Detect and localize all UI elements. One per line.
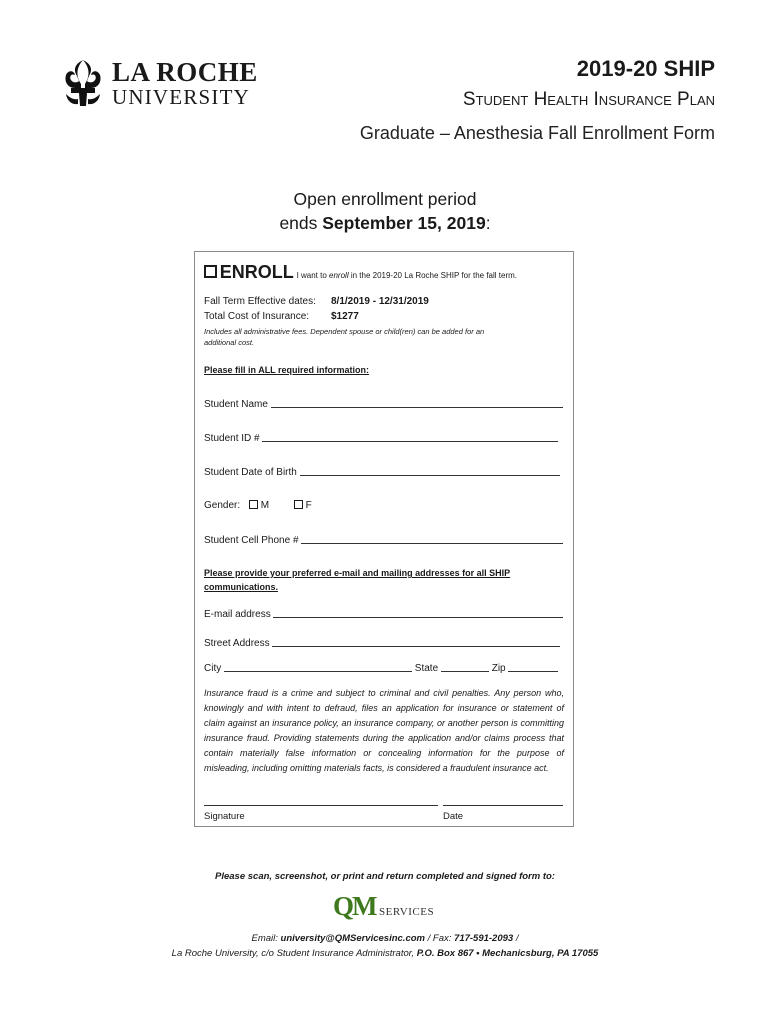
student-name-row	[204, 398, 563, 410]
zip-field[interactable]	[508, 662, 558, 672]
student-name-field[interactable]	[271, 398, 563, 408]
form-title: Graduate – Anesthesia Fall Enrollment Form	[359, 123, 715, 143]
dob-row	[204, 466, 560, 478]
date-line[interactable]	[443, 805, 563, 806]
student-id-label: Student ID #	[204, 433, 260, 444]
gender-m-label: M	[260, 500, 270, 511]
cell-row	[204, 534, 563, 546]
enroll-desc-post: in the 2019-20 La Roche SHIP for the fall term.	[348, 271, 517, 280]
logo-line-1: LA ROCHE	[112, 57, 258, 87]
signature-label: Signature	[204, 811, 245, 822]
effective-value: 8/1/2019 - 12/31/2019	[331, 296, 429, 307]
street-label: Street Address	[204, 638, 270, 649]
state-label: State	[414, 663, 439, 674]
student-id-field[interactable]	[262, 432, 558, 442]
enroll-description	[297, 271, 517, 280]
open-period-line-1: Open enrollment period	[293, 189, 477, 209]
student-id-row	[204, 432, 558, 444]
qm-services-logo	[333, 891, 443, 925]
effective-dates-row	[204, 296, 429, 307]
email-label-footer: Email:	[251, 933, 281, 944]
contact-email[interactable]: university@QMServicesinc.com	[280, 933, 425, 944]
date-label: Date	[443, 811, 464, 822]
open-period-suffix: :	[485, 213, 491, 233]
fees-note-line-2: additional cost.	[204, 338, 255, 347]
return-instructions: Please scan, screenshot, or print and return completed and signed form to:	[215, 871, 555, 882]
cost-value: $1277	[331, 311, 359, 322]
gender-f-checkbox[interactable]	[294, 500, 303, 509]
enroll-row	[204, 262, 517, 283]
required-heading: Please fill in ALL required information:	[204, 365, 370, 375]
enroll-label: ENROLL	[219, 262, 294, 282]
enroll-desc-pre: I want to	[296, 271, 330, 280]
state-field[interactable]	[441, 662, 489, 672]
dob-label: Student Date of Birth	[204, 467, 297, 478]
cell-label: Student Cell Phone #	[204, 535, 299, 546]
gender-row	[204, 500, 312, 511]
fees-note-line-1: Includes all administrative fees. Dependent spouse or child(ren) can be added for an	[204, 327, 485, 336]
email-label: E-mail address	[204, 609, 271, 620]
cost-row	[204, 311, 359, 322]
plan-title: Student Health Insurance Plan	[462, 89, 715, 110]
address-heading	[204, 566, 510, 594]
city-label: City	[204, 663, 222, 674]
gender-label: Gender:	[204, 500, 241, 511]
enrollment-form	[194, 251, 574, 827]
qm-logo-sub: SERVICES	[379, 906, 435, 918]
gender-f-label: F	[305, 500, 312, 511]
fleur-de-lis-icon	[62, 58, 104, 108]
qm-logo-text: QM	[333, 891, 376, 921]
signature-line[interactable]	[204, 805, 438, 806]
gender-m-checkbox[interactable]	[249, 500, 258, 509]
logo-line-2: UNIVERSITY	[112, 85, 250, 109]
open-period-prefix: ends	[279, 213, 323, 233]
po-box-address: P.O. Box 867 • Mechanicsburg, PA 17055	[416, 948, 599, 959]
email-field[interactable]	[273, 608, 563, 618]
open-enrollment-notice	[0, 187, 770, 235]
zip-label: Zip	[491, 663, 506, 674]
ship-title: 2019-20 SHIP	[576, 56, 715, 81]
enroll-checkbox[interactable]	[204, 265, 217, 278]
street-row	[204, 637, 560, 649]
fax-suffix: /	[513, 933, 519, 944]
contact-line	[0, 933, 770, 944]
city-row	[204, 662, 558, 674]
cost-label: Total Cost of Insurance:	[204, 311, 310, 322]
address-heading-line-2: communications.	[204, 582, 279, 592]
mailing-address	[0, 948, 770, 959]
deadline-date: September 15, 2019	[322, 213, 486, 233]
open-period-line-2	[0, 211, 770, 235]
city-field[interactable]	[224, 662, 412, 672]
fax-number: 717-591-2093	[454, 933, 514, 944]
address-heading-line-1: Please provide your preferred e-mail and mailing addresses for all SHIP	[204, 568, 511, 578]
enroll-desc-em: enroll	[329, 271, 349, 280]
cell-field[interactable]	[301, 534, 563, 544]
student-name-label: Student Name	[204, 399, 268, 410]
fees-note	[204, 327, 484, 347]
la-roche-logo	[62, 58, 277, 108]
fax-label: / Fax:	[424, 933, 455, 944]
effective-label: Fall Term Effective dates:	[204, 296, 316, 307]
dob-field[interactable]	[300, 466, 560, 476]
fraud-notice: Insurance fraud is a crime and subject to criminal and civil penalties. Any person who, knowingly and with intent to defraud, files an application for insurance or statement of claim against an insurance policy, an insurance company, or another person is committing insurance fraud. Providing statements during the application and/or claims process that contain materially false information or concealing information for the purpose of misleading, including omitting materials facts, is considered a fraudulent insurance act.	[204, 688, 564, 773]
email-row	[204, 608, 563, 620]
address-prefix: La Roche University, c/o Student Insurance Administrator,	[171, 948, 417, 959]
street-field[interactable]	[272, 637, 560, 647]
